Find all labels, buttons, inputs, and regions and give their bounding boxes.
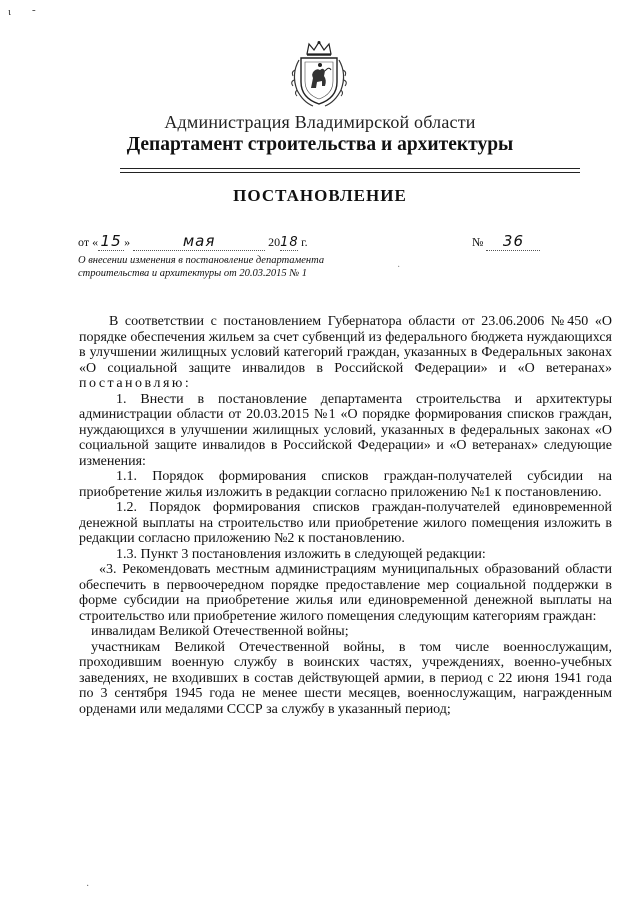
scan-artifact-dash: - [32, 4, 36, 16]
document-number [472, 232, 540, 251]
scan-artifact-mark: ι [8, 6, 11, 18]
category-participants: участникам Великой Отечественной войны, в том числе военнослужащим, проходившим военную службу в воинских частях, учреждениях, военно-учебных заведениях, не входивших в состав действующей армии, в период с 22 июня 1941 года по 3 сентября 1945 года не менее шести месяцев, военнослужащим, награжденным орденами или медалями СССР за службу в указанный период; [79, 639, 612, 717]
clause-1-2: 1.2. Порядок формирования списков граждан-получателей единовременной денежной выплаты на строительство или приобретение жилого помещения изложить в редакции согласно приложению №2 к постановлению. [79, 500, 612, 546]
document-date [78, 232, 308, 251]
clause-1-3: 1.3. Пункт 3 постановления изложить в следующей редакции: [116, 546, 486, 562]
category-invalids: инвалидам Великой Отечественной войны; [91, 624, 349, 639]
date-year-suffix: 18 [280, 235, 299, 250]
preamble-text: В соответствии с постановлением Губернатора области от 23.06.2006 №450 «О порядке обеспечения жильем за счет субвенций из федерального бюджета нуждающихся в улучшении жилищных условий категорий граждан, указанных в Федеральных законах «О социальной защите инвалидов в Российской Федерации» и «О ветеранах» [79, 314, 612, 376]
header-divider [120, 168, 580, 169]
number-value: 36 [486, 232, 540, 251]
document-title: ПОСТАНОВЛЕНИЕ [233, 186, 407, 205]
date-day: 15 [98, 232, 124, 251]
preamble-resolution: постановляю: [79, 376, 192, 391]
document-body [79, 314, 612, 717]
administration-name: Администрация Владимирской области [164, 112, 476, 132]
number-prefix: № [472, 235, 484, 249]
preamble-paragraph [79, 314, 612, 392]
date-prefix: от « [78, 235, 99, 249]
date-mid: » [124, 235, 131, 249]
date-year-prefix: 20 [268, 235, 281, 249]
department-name: Департамент строительства и архитектуры [126, 134, 514, 155]
scan-speck-bottom: · [86, 881, 90, 892]
header-divider-thin [120, 172, 580, 173]
document-subject: О внесении изменения в постановление департамента строительства и архитектуры от 20.03.2015 № 1 [78, 255, 325, 279]
date-year-end: г. [301, 235, 308, 249]
date-month: мая [133, 232, 265, 251]
clause-1: 1. Внести в постановление департамента строительства и архитектуры администрации области от 20.03.2015 №1 «О порядке формирования списков граждан, нуждающихся в улучшении жилищных условий, указанных в федеральных законах «О социальной защите инвалидов в Российской Федерации» и «О ветеранах» следующие изменения: [79, 391, 612, 469]
clause-3-text: «3. Рекомендовать местным администрациям муниципальных образований области обеспечить в первоочередном порядке предоставление мер социальной поддержки в форме субсидии на приобретение жилья или единовременной денежной выплаты на строительство или приобретение жилого помещения следующим категориям граждан: [79, 562, 612, 624]
scan-speck: · [397, 262, 401, 273]
vladimir-coat-of-arms-emblem [289, 40, 349, 108]
clause-1-1: 1.1. Порядок формирования списков граждан-получателей субсидии на приобретение жилья изложить в редакции согласно приложению №1 к постановлению. [79, 469, 612, 500]
